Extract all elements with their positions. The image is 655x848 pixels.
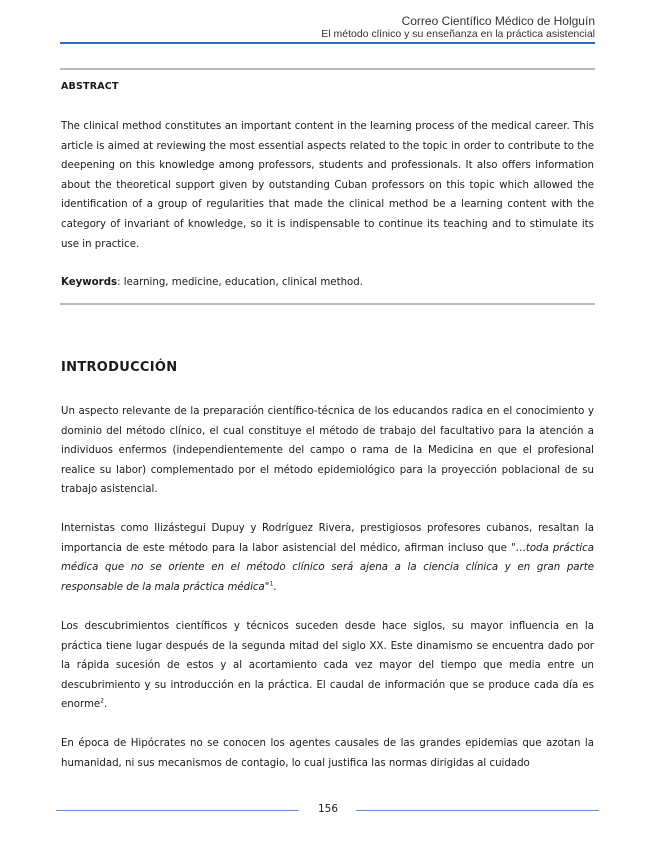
- intro-paragraph-2: [61, 519, 594, 597]
- intro-paragraph-3: [61, 617, 594, 715]
- journal-title: Correo Científico Médico de Holguín: [401, 14, 595, 28]
- p2-reference: 1: [269, 580, 274, 588]
- p3-text: Los descubrimientos científicos y técnicos suceden desde hace siglos, su mayor influencia en la práctica tiene lugar después de la segunda mitad del siglo XX. Este dinamismo se encuentra dado por la rápida sucesión de estos y al acortamiento cada vez mayor del tiempo que media entre un descubrimiento y su introducción en la práctica. El caudal de información que se produce cada día es enorme: [61, 621, 594, 711]
- keywords-label: Keywords: [61, 277, 118, 288]
- abstract-heading: ABSTRACT: [61, 81, 119, 92]
- abstract-text: The clinical method constitutes an important content in the learning process of the medical career. This article is aimed at reviewing the most essential aspects related to the topic in order to contribute to the deepening on this knowledge among professors, students and professionals. It also offers information about the theoretical support given by outstanding Cuban professors on this topic which allowed the identification of a group of regularities that made the clinical method be a learning content with the category of invariant of knowledge, so it is indispensable to continue its teaching and to stimulate its use in practice.: [61, 121, 594, 250]
- p2-text: Internistas como Ilizástegui Dupuy y Rodríguez Rivera, prestigiosos profesores cubanos, resaltan la importancia de este método para la labor asistencial del médico, afirman incluso que "…: [61, 523, 594, 554]
- intro-paragraph-4: En época de Hipócrates no se conocen los agentes causales de las grandes epidemias que azotan la humanidad, ni sus mecanismos de contagio, lo cual justifica las normas dirigidas al cuidado: [61, 738, 594, 769]
- p3-reference: 2: [100, 697, 104, 705]
- footer-rule-left: [56, 810, 299, 811]
- section-heading-introduccion: INTRODUCCIÓN: [61, 360, 178, 375]
- p2-end: .: [273, 581, 277, 593]
- page-number: 156: [317, 803, 339, 815]
- running-header: [321, 14, 595, 41]
- keywords-list: : learning, medicine, education, clinical method.: [117, 277, 363, 288]
- intro-paragraph-1: Un aspecto relevante de la preparación científico-técnica de los educandos radica en el conocimiento y dominio del método clínico, el cual constituye el método de trabajo del facultativo para la atención a individuos enfermos (independientemente del campo o rama de la Medicina en que el profesional realice su labor) complementado por el método epidemiológico para la proyección poblacional de su trabajo asistencial.: [61, 406, 594, 496]
- article-running-title: El método clínico y su enseñanza en la práctica asistencial: [321, 28, 595, 40]
- abstract-top-rule: [60, 68, 595, 70]
- keywords-line: [61, 273, 594, 293]
- p3-end: .: [104, 699, 108, 711]
- footer-rule-right: [356, 810, 599, 811]
- p2-quote: toda práctica médica que no se oriente en el método clínico será ajena a la ciencia clínica y en gran parte responsable de la mala práctica médica": [61, 542, 594, 593]
- header-rule: [60, 42, 595, 44]
- abstract-bottom-rule: [60, 303, 595, 305]
